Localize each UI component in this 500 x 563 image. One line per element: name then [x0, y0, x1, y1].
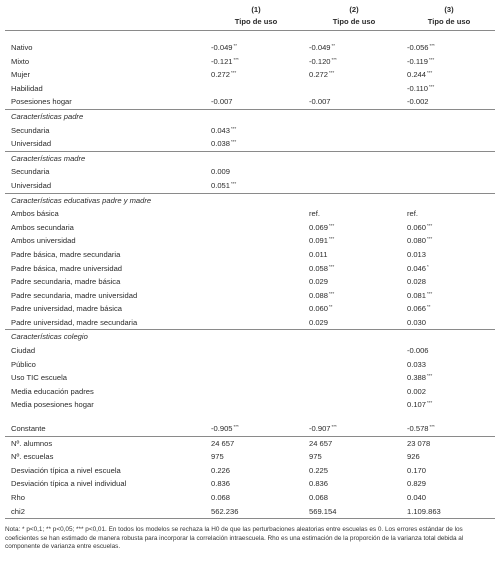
- cell-col-1: [207, 55, 305, 69]
- cell-value: 0.088: [309, 290, 329, 300]
- cell-col-1: [207, 436, 305, 450]
- cell-col-3: [403, 55, 495, 69]
- significance-stars: *: [427, 263, 429, 269]
- section-label: Características educativas padre y madre: [5, 193, 495, 207]
- cell-col-1: [207, 477, 305, 491]
- cell-value: 0.272: [309, 70, 329, 80]
- table-row: [5, 221, 495, 235]
- cell-col-2: [305, 221, 403, 235]
- spacer-cell: [5, 31, 495, 42]
- cell-value: 0.068: [309, 493, 329, 502]
- spacer-cell: [5, 412, 495, 422]
- cell-col-2: [305, 358, 403, 372]
- significance-stars: **: [329, 304, 333, 310]
- table-row: [5, 371, 495, 385]
- cell-value: 0.060: [407, 222, 427, 232]
- significance-stars: ***: [331, 56, 337, 62]
- cell-value: -0.121: [211, 56, 233, 66]
- section-header-row: [5, 330, 495, 344]
- cell-col-1: [207, 302, 305, 316]
- cell-value: 0.009: [211, 167, 231, 177]
- table-row: [5, 41, 495, 55]
- cell-col-1: [207, 124, 305, 138]
- cell-col-2: [305, 289, 403, 303]
- significance-stars: ***: [231, 139, 237, 145]
- cell-col-2: [305, 422, 403, 436]
- cell-value: -0.007: [309, 97, 331, 107]
- cell-col-3: [403, 422, 495, 436]
- significance-stars: ***: [231, 180, 237, 186]
- cell-value: 24 657: [309, 438, 333, 448]
- cell-value: 0.081: [407, 290, 427, 300]
- cell-col-2: [305, 124, 403, 138]
- cell-value: 0.002: [407, 386, 427, 396]
- cell-col-3: [403, 207, 495, 221]
- table-footnote: Nota: * p<0,1; ** p<0,05; *** p<0,01. En todos los modelos se rechaza la H0 de que las perturbaciones aleatorias entre escuelas es 0. Los errores estándar de los coeficientes se han estimado de manera robusta para incorporar la correlación intraescuela. Rho es una estimación de la proporción de la varianza total debida al componente de varianza entre escuelas.: [5, 526, 464, 551]
- cell-col-1: [207, 234, 305, 248]
- row-label: Constante: [11, 424, 46, 434]
- cell-col-2: [305, 344, 403, 358]
- cell-col-3: [403, 464, 495, 478]
- cell-col-2: [305, 385, 403, 399]
- row-label: Universidad: [11, 139, 52, 149]
- significance-stars: **: [331, 43, 336, 48]
- cell-col-2: [305, 234, 403, 248]
- table-row: [5, 275, 495, 289]
- cell-value: 0.080: [407, 236, 427, 246]
- table-row: [5, 505, 495, 519]
- cell-value: -0.905: [211, 424, 233, 434]
- cell-col-3: [403, 344, 495, 358]
- regression-table: [5, 2, 495, 519]
- significance-stars: ***: [231, 125, 237, 131]
- table-row: [5, 179, 495, 193]
- significance-stars: ***: [329, 70, 335, 76]
- cell-col-2: [305, 68, 403, 82]
- cell-col-1: [207, 464, 305, 478]
- row-label: Ambos básica: [11, 209, 59, 219]
- cell-col-1: [207, 137, 305, 151]
- cell-value: 0.038: [211, 139, 231, 149]
- cell-col-3: [403, 68, 495, 82]
- cell-col-3: [403, 248, 495, 262]
- significance-stars: ***: [329, 236, 335, 242]
- cell-value: -0.006: [407, 346, 429, 356]
- column-1-title: Tipo de uso: [207, 16, 305, 31]
- row-label: Mujer: [11, 70, 30, 80]
- spacer-row: [5, 31, 495, 42]
- cell-value: 0.836: [309, 479, 329, 489]
- column-3-title: Tipo de uso: [403, 16, 495, 31]
- row-label: Desviación típica a nivel individual: [11, 479, 127, 489]
- table-row: [5, 55, 495, 69]
- table-row: [5, 234, 495, 248]
- section-label: Características colegio: [5, 330, 495, 344]
- cell-value: 1.109.863: [407, 506, 441, 516]
- table-row: [5, 82, 495, 96]
- column-1-number: (1): [251, 5, 261, 14]
- cell-value: 975: [211, 452, 224, 462]
- cell-col-2: [305, 436, 403, 450]
- cell-value: 0.011: [309, 249, 328, 259]
- table-row: [5, 422, 495, 436]
- cell-value: -0.056: [407, 43, 429, 52]
- table-row: [5, 450, 495, 464]
- cell-value: -0.119: [407, 56, 428, 66]
- cell-col-1: [207, 262, 305, 276]
- cell-col-2: [305, 505, 403, 519]
- cell-col-1: [207, 491, 305, 505]
- table-row: [5, 248, 495, 262]
- cell-value: 0.043: [211, 125, 231, 135]
- cell-value: 0.040: [407, 493, 427, 502]
- cell-col-2: [305, 302, 403, 316]
- row-label: Nº. alumnos: [5, 436, 207, 450]
- significance-stars: ***: [428, 83, 435, 89]
- cell-col-3: [403, 179, 495, 193]
- cell-col-1: [207, 289, 305, 303]
- cell-col-1: [207, 179, 305, 193]
- cell-col-3: [403, 358, 495, 372]
- cell-col-2: [305, 41, 403, 55]
- row-label: Habilidad: [11, 83, 43, 93]
- cell-value: ref.: [407, 209, 418, 219]
- table-row: [5, 385, 495, 399]
- table-row: [5, 262, 495, 276]
- cell-col-1: [207, 344, 305, 358]
- cell-col-1: [207, 41, 305, 55]
- significance-stars: ***: [427, 70, 433, 76]
- cell-col-2: [305, 477, 403, 491]
- cell-col-2: [305, 371, 403, 385]
- cell-value: -0.120: [309, 56, 331, 66]
- cell-col-3: [403, 275, 495, 289]
- column-3-number: (3): [444, 5, 454, 14]
- cell-value: 926: [407, 452, 420, 462]
- cell-col-3: [403, 137, 495, 151]
- table-row: [5, 344, 495, 358]
- significance-stars: ***: [427, 290, 433, 296]
- row-label: Padre universidad, madre básica: [11, 304, 123, 314]
- section-header-row: [5, 151, 495, 165]
- row-label: Nativo: [11, 43, 33, 52]
- cell-col-3: [403, 436, 495, 450]
- cell-col-3: [403, 82, 495, 96]
- row-label: Padre básica, madre secundaria: [11, 249, 121, 259]
- row-label: Media educación padres: [11, 386, 94, 396]
- significance-stars: ***: [429, 43, 435, 48]
- section-header-row: [5, 109, 495, 123]
- cell-value: 0.244: [407, 70, 427, 80]
- significance-stars: ***: [329, 222, 335, 228]
- cell-col-1: [207, 248, 305, 262]
- row-label: Padre básica, madre universidad: [11, 263, 123, 273]
- cell-value: 0.829: [407, 479, 427, 489]
- row-label: Universidad: [11, 180, 52, 190]
- cell-value: 0.029: [309, 317, 329, 327]
- cell-value: -0.002: [407, 97, 429, 107]
- table-row: [5, 137, 495, 151]
- significance-stars: ***: [331, 424, 337, 430]
- cell-col-3: [403, 371, 495, 385]
- cell-value: -0.110: [407, 83, 428, 93]
- cell-value: 0.107: [407, 400, 427, 410]
- row-label: Mixto: [11, 56, 30, 66]
- cell-col-3: [403, 398, 495, 412]
- cell-col-1: [207, 371, 305, 385]
- cell-value: 0.388: [407, 373, 427, 383]
- cell-col-2: [305, 55, 403, 69]
- cell-value: 0.060: [309, 304, 329, 314]
- significance-stars: ***: [233, 56, 239, 62]
- header-blank: [5, 2, 207, 16]
- cell-col-2: [305, 248, 403, 262]
- cell-value: 569.154: [309, 506, 337, 516]
- cell-col-1: [207, 221, 305, 235]
- cell-col-1: [207, 422, 305, 436]
- cell-col-3: [403, 262, 495, 276]
- section-header-row: [5, 193, 495, 207]
- cell-col-1: [207, 82, 305, 96]
- cell-value: -0.578: [407, 424, 429, 434]
- column-number-row: [5, 2, 495, 16]
- cell-value: 0.058: [309, 263, 329, 273]
- cell-value: 0.046: [407, 263, 427, 273]
- cell-col-1: [207, 316, 305, 330]
- cell-col-1: [207, 398, 305, 412]
- cell-col-2: [305, 464, 403, 478]
- cell-col-2: [305, 165, 403, 179]
- significance-stars: ***: [429, 424, 435, 430]
- row-label: Público: [11, 359, 36, 369]
- cell-col-3: [403, 316, 495, 330]
- cell-value: 0.051: [211, 180, 231, 190]
- column-2-number: (2): [349, 5, 359, 14]
- cell-col-2: [305, 179, 403, 193]
- cell-col-1: [207, 358, 305, 372]
- row-label: Rho: [11, 493, 25, 502]
- table-row: [5, 165, 495, 179]
- cell-value: -0.907: [309, 424, 331, 434]
- cell-col-3: [403, 41, 495, 55]
- spacer-row: [5, 412, 495, 422]
- column-title-row: [5, 16, 495, 31]
- row-label: Nº. escuelas: [11, 452, 54, 462]
- table-row: [5, 464, 495, 478]
- cell-col-2: [305, 82, 403, 96]
- row-label: Padre secundaria, madre básica: [11, 277, 121, 287]
- cell-col-3: [403, 477, 495, 491]
- table-row: [5, 289, 495, 303]
- section-label: Características madre: [5, 151, 495, 165]
- table-row: [5, 95, 495, 109]
- cell-value: 0.029: [309, 277, 329, 287]
- cell-value: 0.170: [407, 465, 427, 475]
- table-row: [5, 436, 495, 450]
- significance-stars: ***: [233, 424, 239, 430]
- cell-col-3: [403, 505, 495, 519]
- cell-col-3: [403, 124, 495, 138]
- row-label: Uso TIC escuela: [11, 373, 67, 383]
- row-label: Posesiones hogar: [11, 97, 72, 107]
- cell-col-2: [305, 95, 403, 109]
- significance-stars: ***: [427, 373, 433, 379]
- cell-col-3: [403, 234, 495, 248]
- cell-value: 0.028: [407, 277, 427, 287]
- row-label: Ciudad: [11, 346, 36, 356]
- significance-stars: ***: [231, 70, 237, 76]
- cell-col-2: [305, 491, 403, 505]
- section-label: Características padre: [5, 109, 495, 123]
- cell-col-2: [305, 450, 403, 464]
- cell-value: 0.226: [211, 465, 231, 475]
- cell-value: 0.068: [211, 493, 231, 502]
- cell-col-2: [305, 137, 403, 151]
- cell-value: -0.049: [211, 43, 233, 52]
- cell-value: 23 078: [407, 438, 431, 448]
- row-label: Padre universidad, madre secundaria: [11, 317, 138, 327]
- cell-col-1: [207, 450, 305, 464]
- cell-value: 0.033: [407, 359, 427, 369]
- table-row: [5, 358, 495, 372]
- cell-col-3: [403, 450, 495, 464]
- cell-col-1: [207, 95, 305, 109]
- row-label: Ambos universidad: [11, 236, 76, 246]
- cell-col-1: [207, 165, 305, 179]
- row-label: Padre secundaria, madre universidad: [11, 290, 138, 300]
- cell-col-3: [403, 165, 495, 179]
- cell-col-1: [207, 505, 305, 519]
- significance-stars: ***: [427, 222, 433, 228]
- cell-col-3: [403, 491, 495, 505]
- cell-value: 0.066: [407, 304, 427, 314]
- cell-col-2: [305, 398, 403, 412]
- cell-value: -0.049: [309, 43, 331, 52]
- significance-stars: ***: [427, 236, 433, 242]
- row-label: Ambos secundaria: [11, 222, 74, 232]
- cell-value: -0.007: [211, 97, 233, 107]
- significance-stars: **: [233, 43, 238, 48]
- cell-value: 0.030: [407, 317, 427, 327]
- row-label: Media posesiones hogar: [11, 400, 94, 410]
- cell-col-2: [305, 275, 403, 289]
- row-label: Secundaria: [11, 125, 50, 135]
- cell-col-2: [305, 207, 403, 221]
- cell-value: 0.836: [211, 479, 231, 489]
- cell-col-1: [207, 68, 305, 82]
- cell-col-1: [207, 207, 305, 221]
- significance-stars: **: [427, 304, 431, 310]
- table-row: [5, 124, 495, 138]
- cell-value: 0.272: [211, 70, 231, 80]
- row-label: chi2: [5, 505, 207, 519]
- table-row: [5, 398, 495, 412]
- cell-col-1: [207, 275, 305, 289]
- cell-value: 24 657: [211, 438, 235, 448]
- cell-value: 0.225: [309, 465, 329, 475]
- cell-value: ref.: [309, 209, 320, 219]
- cell-value: 0.013: [407, 249, 427, 259]
- table-row: [5, 316, 495, 330]
- row-label: Secundaria: [11, 167, 50, 177]
- table-row: [5, 302, 495, 316]
- cell-value: 0.069: [309, 222, 329, 232]
- table-row: [5, 477, 495, 491]
- cell-col-3: [403, 95, 495, 109]
- cell-col-3: [403, 385, 495, 399]
- table-row: [5, 207, 495, 221]
- table-row: [5, 491, 495, 505]
- table-row: [5, 68, 495, 82]
- row-label: Desviación típica a nivel escuela: [11, 465, 121, 475]
- cell-col-3: [403, 289, 495, 303]
- significance-stars: ***: [427, 400, 433, 406]
- cell-value: 0.091: [309, 236, 329, 246]
- significance-stars: ***: [329, 263, 335, 269]
- cell-value: 562.236: [211, 506, 239, 516]
- cell-col-2: [305, 262, 403, 276]
- column-2-title: Tipo de uso: [305, 16, 403, 31]
- header-blank: [5, 16, 207, 31]
- significance-stars: ***: [428, 56, 435, 62]
- cell-col-3: [403, 302, 495, 316]
- significance-stars: ***: [329, 290, 335, 296]
- cell-col-3: [403, 221, 495, 235]
- cell-col-2: [305, 316, 403, 330]
- cell-value: 975: [309, 452, 322, 462]
- cell-col-1: [207, 385, 305, 399]
